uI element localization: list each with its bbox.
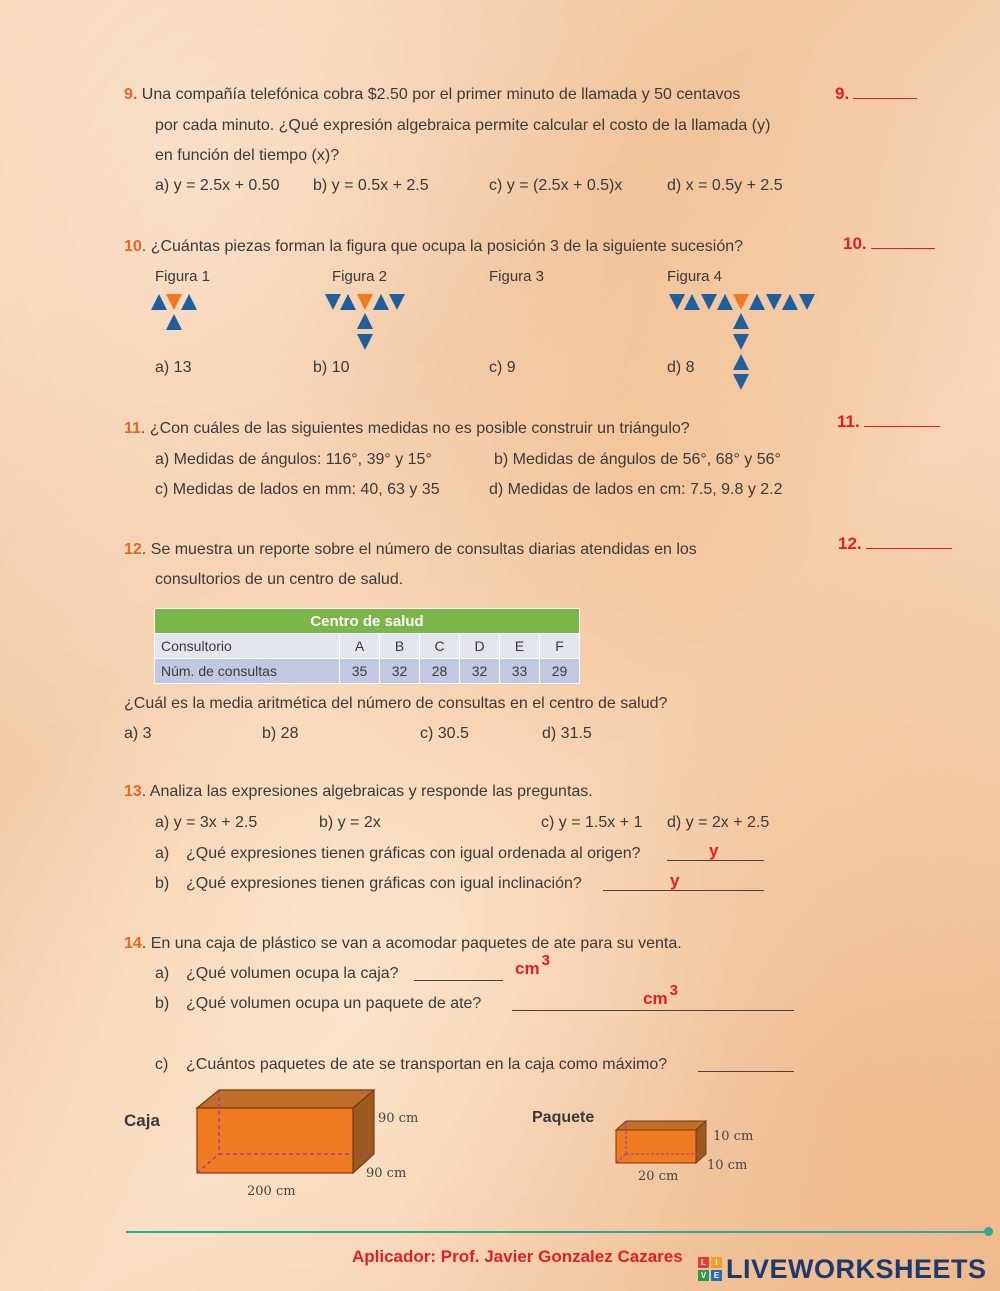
row-label: Consultorio — [155, 634, 340, 659]
q10-option-b: b) 10 — [313, 359, 350, 376]
table-row — [155, 634, 580, 659]
q9-text1: Una compañía telefónica cobra $2.50 por el primer minuto de llamada y 50 centavos — [141, 86, 741, 103]
q14-sub-b-label: b) — [155, 995, 170, 1012]
q12-line1 — [124, 541, 697, 559]
footer-divider — [126, 1231, 988, 1233]
q9-option-d: d) x = 0.5y + 2.5 — [667, 177, 783, 194]
table-cell: 32 — [460, 659, 500, 684]
table-cell: C — [420, 634, 460, 659]
q14-sub-a-exponent: 3 — [541, 952, 550, 969]
q10-text: . ¿Cuántas piezas forman la figura que ocupa la posición 3 de la siguiente sucesión? — [141, 238, 744, 255]
paquete-height-label: 10 cm — [713, 1129, 754, 1144]
q14-sub-a-input[interactable] — [414, 963, 503, 981]
footer-divider-dot — [984, 1227, 993, 1236]
q13-sub-b-answer: y — [670, 871, 680, 890]
caja-width-label: 200 cm — [247, 1184, 296, 1199]
figure-1-pieces — [150, 293, 198, 333]
q13-expr-a: a) y = 3x + 2.5 — [155, 814, 258, 831]
q12-text1: . Se muestra un reporte sobre el número de consultas diarias atendidas en los — [141, 541, 697, 558]
q13-line — [124, 783, 593, 801]
q10-option-a: a) 13 — [155, 359, 192, 376]
q10-answer-label: 10. — [843, 234, 867, 253]
q12-option-a: a) 3 — [124, 725, 152, 742]
q11-option-c: c) Medidas de lados en mm: 40, 63 y 35 — [155, 481, 440, 498]
liveworksheets-icon: L I V E — [698, 1257, 724, 1283]
paquete-label: Paquete — [532, 1109, 595, 1126]
figure-1-piece — [181, 294, 197, 310]
paquete-width-label: 20 cm — [638, 1169, 679, 1184]
q14-sub-b-text: ¿Qué volumen ocupa un paquete de ate? — [186, 995, 482, 1012]
table-cell: 32 — [380, 659, 420, 684]
figure-4-label: Figura 4 — [667, 268, 723, 285]
table-cell: 28 — [420, 659, 460, 684]
q13-text: . Analiza las expresiones algebraicas y responde las preguntas. — [141, 783, 593, 800]
q10-option-d: d) 8 — [667, 359, 695, 376]
q13-sub-b-text: ¿Qué expresiones tienen gráficas con igual inclinación? — [186, 875, 582, 892]
q13-sub-a-input[interactable] — [667, 843, 764, 861]
q14-sub-b-exponent: 3 — [669, 982, 678, 999]
q9-option-c: c) y = (2.5x + 0.5)x — [489, 177, 623, 194]
q10-answer-field[interactable] — [843, 234, 935, 254]
q9-option-a: a) y = 2.5x + 0.50 — [155, 177, 280, 194]
liveworksheets-brand: LIVEWORKSHEETS — [726, 1254, 987, 1284]
q9-line1 — [124, 86, 740, 104]
figure-1-piece — [166, 294, 182, 310]
caja-label: Caja — [124, 1111, 160, 1130]
q13-sub-a-label: a) — [155, 845, 170, 862]
q14-line — [124, 935, 682, 953]
q9-option-b: b) y = 0.5x + 2.5 — [313, 177, 429, 194]
q12-question: ¿Cuál es la media aritmética del número de consultas en el centro de salud? — [124, 695, 668, 712]
q11-number: 11 — [124, 420, 141, 437]
q14-number: 14 — [124, 935, 142, 952]
figure-1-piece — [151, 294, 167, 310]
q14-sub-a-unit-group — [515, 952, 550, 979]
q12-number: 12 — [124, 541, 142, 558]
q9-text3: en función del tiempo (x)? — [155, 147, 340, 164]
q14-sub-a-label: a) — [155, 965, 170, 982]
q14-sub-c-input[interactable] — [698, 1054, 794, 1072]
q12-text2: consultorios de un centro de salud. — [155, 571, 404, 588]
paquete-depth-label: 10 cm — [707, 1158, 748, 1173]
q11-answer-label: 11. — [837, 412, 860, 431]
q14-sub-a-unit: cm — [515, 959, 540, 978]
q13-sub-b-label: b) — [155, 875, 170, 892]
q12-answer-field[interactable] — [838, 534, 952, 554]
health-center-table — [154, 608, 580, 684]
q14-sub-b-unit-group — [643, 982, 678, 1009]
q13-sub-a-answer: y — [709, 841, 719, 860]
figure-2-label: Figura 2 — [332, 268, 388, 285]
q13-expr-c: c) y = 1.5x + 1 — [541, 814, 643, 831]
q14-sub-c-text: ¿Cuántos paquetes de ate se transportan en la caja como máximo? — [186, 1056, 668, 1073]
table-cell: A — [340, 634, 380, 659]
q9-answer-label: 9. — [835, 84, 850, 103]
table-title: Centro de salud — [155, 609, 580, 634]
q13-sub-b-input[interactable] — [603, 873, 764, 891]
caja-box-illustration — [194, 1087, 376, 1177]
q14-sub-b-unit: cm — [643, 989, 668, 1008]
table-cell: B — [380, 634, 420, 659]
table-cell: F — [540, 634, 580, 659]
q13-expr-b: b) y = 2x — [319, 814, 381, 831]
q11-option-d: d) Medidas de lados en cm: 7.5, 9.8 y 2.2 — [489, 481, 783, 498]
q9-number: 9. — [124, 86, 138, 103]
q13-number: 13 — [124, 783, 142, 800]
row-label: Núm. de consultas — [155, 659, 340, 684]
table-cell: 29 — [540, 659, 580, 684]
table-cell: 33 — [500, 659, 540, 684]
q14-sub-c-label: c) — [155, 1056, 169, 1073]
q12-option-d: d) 31.5 — [542, 725, 592, 742]
caja-height-label: 90 cm — [378, 1111, 419, 1126]
liveworksheets-logo[interactable] — [698, 1254, 987, 1285]
table-cell: D — [460, 634, 500, 659]
paquete-box-illustration — [614, 1119, 708, 1165]
q11-option-b: b) Medidas de ángulos de 56°, 68° y 56° — [494, 451, 781, 468]
q9-answer-field[interactable] — [835, 84, 917, 104]
q11-text: . ¿Con cuáles de las siguientes medidas no es posible construir un triángulo? — [140, 420, 690, 437]
q12-option-b: b) 28 — [262, 725, 299, 742]
q13-expr-d: d) y = 2x + 2.5 — [667, 814, 770, 831]
q11-option-a: a) Medidas de ángulos: 116°, 39° y 15° — [155, 451, 432, 468]
q10-option-c: c) 9 — [489, 359, 516, 376]
q9-text2: por cada minuto. ¿Qué expresión algebraica permite calcular el costo de la llamada (y) — [155, 117, 771, 134]
q14-sub-a-text: ¿Qué volumen ocupa la caja? — [186, 965, 399, 982]
figure-3-label: Figura 3 — [489, 268, 545, 285]
q13-sub-a-text: ¿Qué expresiones tienen gráficas con igual ordenada al origen? — [186, 845, 641, 862]
table-cell: E — [500, 634, 540, 659]
figure-1-label: Figura 1 — [155, 268, 211, 285]
figure-1-piece — [166, 314, 182, 330]
table-row — [155, 659, 580, 684]
q11-line — [124, 420, 690, 438]
q12-answer-label: 12. — [838, 534, 862, 553]
figure-2-pieces — [324, 293, 406, 353]
table-cell: 35 — [340, 659, 380, 684]
q14-text: . En una caja de plástico se van a acomodar paquetes de ate para su venta. — [141, 935, 682, 952]
author-credit: Aplicador: Prof. Javier Gonzalez Cazares — [352, 1247, 683, 1266]
q10-number: 10 — [124, 238, 142, 255]
q12-option-c: c) 30.5 — [420, 725, 469, 742]
caja-depth-label: 90 cm — [366, 1166, 407, 1181]
q11-answer-field[interactable] — [837, 412, 940, 432]
q10-line — [124, 238, 743, 256]
